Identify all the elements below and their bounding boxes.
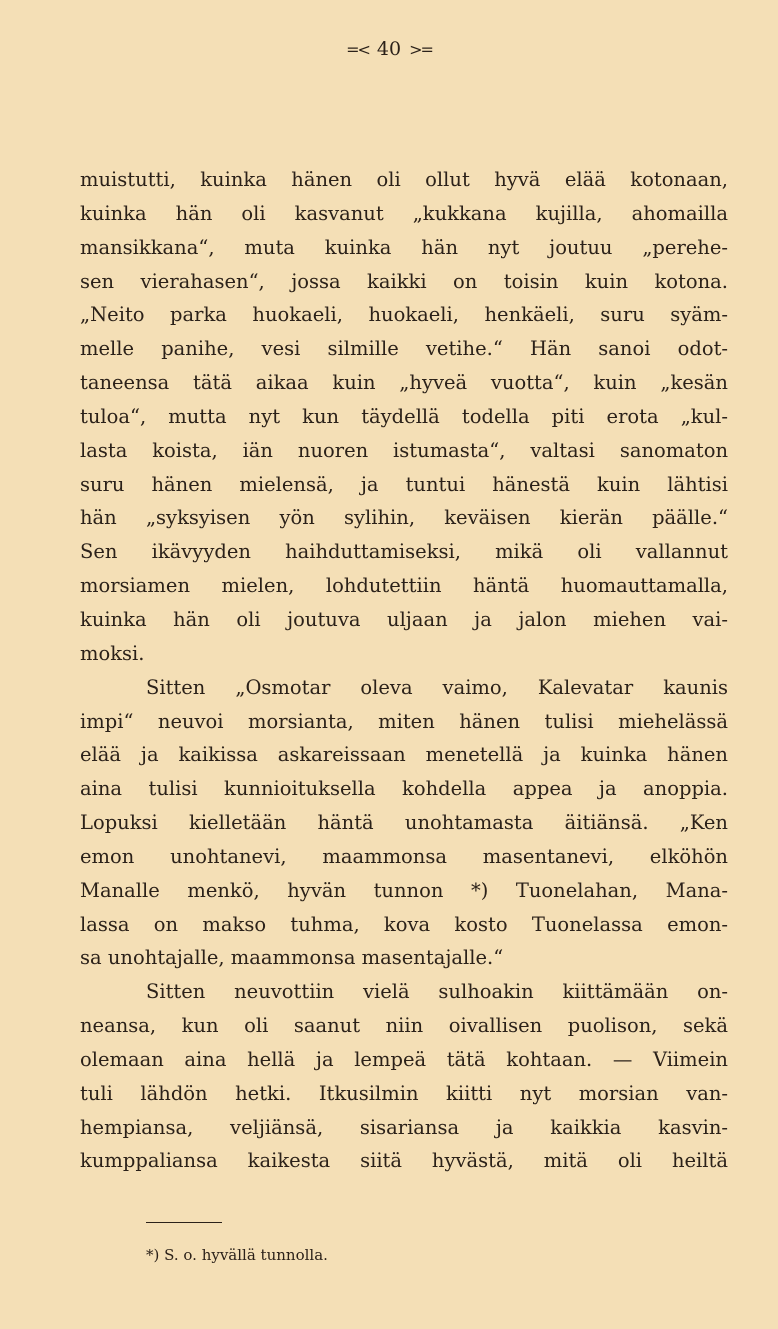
- text-line: taneensa tätä aikaa kuin „hyveä vuotta“, kuin „kesän: [80, 371, 728, 395]
- text-line: aina tulisi kunnioituksella kohdella appea ja anoppia.: [80, 777, 728, 801]
- text-line: sen vierahasen“, jossa kaikki on toisin kuin kotona.: [80, 269, 728, 293]
- text-line: „Neito parka huokaeli, huokaeli, henkäeli, suru syäm-: [80, 303, 728, 327]
- page-number: 40: [376, 38, 402, 60]
- text-line: moksi.: [80, 641, 145, 665]
- body-text: [80, 163, 728, 1178]
- text-line: impi“ neuvoi morsianta, miten hänen tulisi miehelässä: [80, 709, 728, 733]
- text-line: morsiamen mielen, lohdutettiin häntä huomauttamalla,: [80, 574, 728, 598]
- text-line: kuinka hän oli joutuva uljaan ja jalon miehen vai-: [80, 607, 728, 631]
- text-line: sa unohtajalle, maammonsa masentajalle.“: [80, 946, 504, 970]
- text-line: mansikkana“, muta kuinka hän nyt joutuu „perehe-: [80, 235, 728, 259]
- text-line: muistutti, kuinka hänen oli ollut hyvä elää kotonaan,: [80, 168, 728, 191]
- text-line: hän „syksyisen yön sylihin, keväisen kierän päälle.“: [80, 506, 728, 530]
- text-line: kuinka hän oli kasvanut „kukkana kujilla, ahomailla: [80, 201, 728, 225]
- text-line: lassa on makso tuhma, kova kosto Tuonelassa emon-: [80, 912, 728, 936]
- text-line: lasta koista, iän nuoren istumasta“, valtasi sanomaton: [80, 438, 728, 462]
- text-line: Sitten „Osmotar oleva vaimo, Kalevatar kaunis: [146, 675, 728, 699]
- text-line: Manalle menkö, hyvän tunnon *) Tuonelahan, Mana-: [80, 878, 728, 902]
- text-line: suru hänen mielensä, ja tuntui hänestä kuin lähtisi: [80, 472, 728, 496]
- text-line: Sitten neuvottiin vielä sulhoakin kiittämään on-: [146, 980, 728, 1004]
- text-line: Sen ikävyyden haihduttamiseksi, mikä oli vallannut: [80, 540, 728, 564]
- text-line: olemaan aina hellä ja lempeä tätä kohtaan. — Viimein: [80, 1047, 728, 1071]
- text-line: emon unohtanevi, maammonsa masentanevi, elköhön: [80, 844, 728, 868]
- text-line: tuloa“, mutta nyt kun täydellä todella piti erota „kul-: [80, 404, 728, 428]
- page-header: [0, 38, 778, 60]
- ornament-left: =<: [346, 40, 369, 59]
- ornament-right: >=: [409, 40, 432, 59]
- text-line: Lopuksi kielletään häntä unohtamasta äitiänsä. „Ken: [80, 811, 728, 835]
- text-line: tuli lähdön hetki. Itkusilmin kiitti nyt morsian van-: [80, 1081, 728, 1105]
- footnote: *) S. o. hyvällä tunnolla.: [146, 1246, 328, 1264]
- footnote-divider: [146, 1222, 222, 1223]
- text-line: neansa, kun oli saanut niin oivallisen puolison, sekä: [80, 1014, 728, 1038]
- text-line: kumppaliansa kaikesta siitä hyvästä, mitä oli heiltä: [80, 1149, 728, 1173]
- text-line: elää ja kaikissa askareissaan menetellä ja kuinka hänen: [80, 743, 728, 767]
- text-line: melle panihe, vesi silmille vetihe.“ Hän sanoi odot-: [80, 337, 728, 361]
- text-line: hempiansa, veljiänsä, sisariansa ja kaikkia kasvin-: [80, 1115, 728, 1139]
